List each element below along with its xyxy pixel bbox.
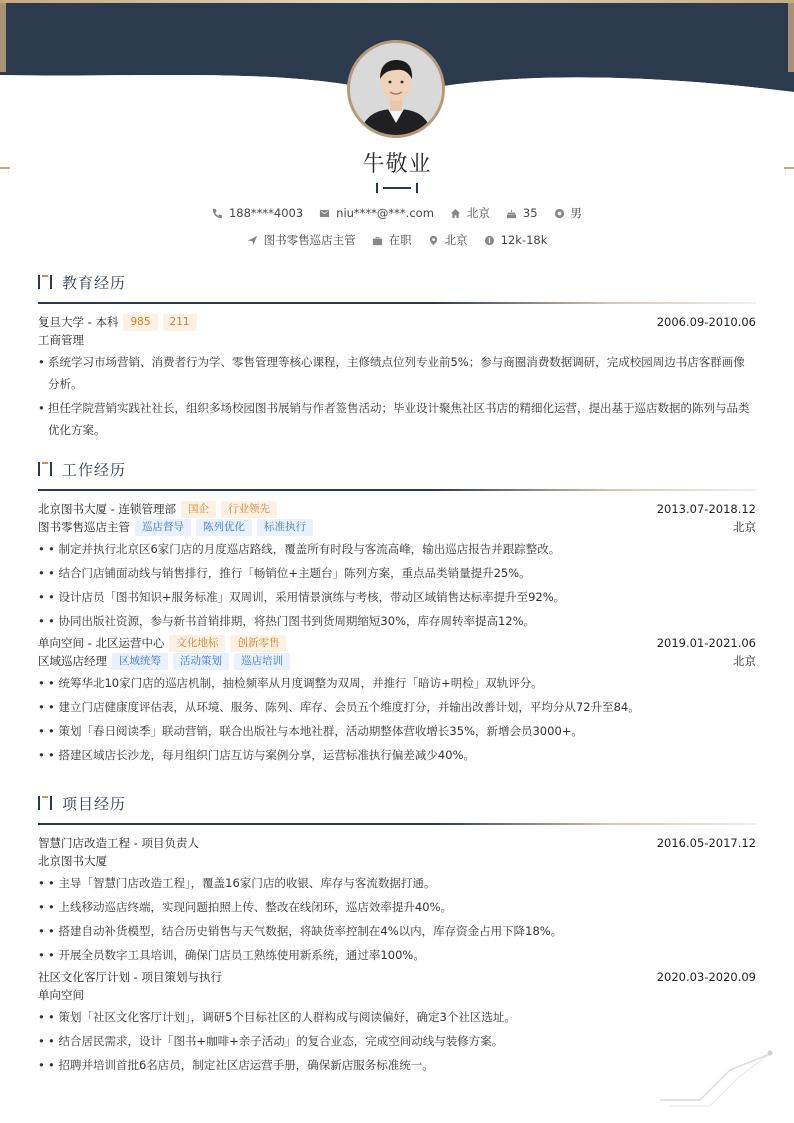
role-tag: 区域统筹 [112,653,168,670]
candidate-name: 牛敬业 [362,152,432,177]
project-bullet: • • 搭建自动补货模型，结合历史销售与天气数据，将缺货率控制在4%以内，库存资金占用下降18%。 [38,920,756,942]
email-text: niu****@***.com [336,206,434,220]
location-pin-icon [428,235,439,246]
school-line: 复旦大学 - 本科 [38,315,119,329]
work-bullet: • • 策划「春日阅读季」联动营销，联合出版社与本地社群，活动期整体营收增长35%，新增会员3000+。 [38,720,756,742]
work-role: 图书零售巡店主管 [38,520,130,534]
project-date: 2016.05-2017.12 [656,836,756,850]
money-icon [484,235,495,246]
role-tag: 活动策划 [173,653,229,670]
job-intent-row [0,232,794,248]
work-entry [38,634,756,766]
name-divider [376,182,418,194]
age-item [506,206,538,220]
project-bullet: • • 主导「智慧门店改造工程」，覆盖16家门店的收银、库存与客流数据打通。 [38,872,756,894]
home-icon [450,208,461,219]
status-text: 在职 [388,233,412,247]
project-org: 单向空间 [38,988,84,1002]
phone-item [212,206,303,220]
work-date: 2019.01-2021.06 [656,636,756,650]
work-bullet: • • 搭建区域店长沙龙，每月组织门店互访与案例分享，运营标准执行偏差减少40%。 [38,744,756,766]
project-entry [38,834,756,966]
projects-title: 项目经历 [62,794,127,813]
work-title: 工作经历 [62,460,127,479]
company-tag: 行业领先 [221,501,277,518]
gender-icon [554,208,565,219]
role-tag: 巡店督导 [135,519,191,536]
education-major-row [38,331,756,349]
edu-tag: 985 [123,314,157,331]
target-city-item [428,232,468,248]
project-date: 2020.03-2020.09 [656,970,756,984]
work-section [38,458,756,768]
work-company-row [38,500,756,518]
project-bullet: • • 招聘并培训首批6名店员，制定社区店运营手册，确保新店服务标准统一。 [38,1054,756,1076]
email-item [319,206,434,220]
target-position-text: 图书零售巡店主管 [263,233,356,247]
project-title: 社区文化客厅计划 - 项目策划与执行 [38,970,222,984]
salary-item [484,233,548,247]
work-city: 北京 [733,520,756,534]
education-major: 工商管理 [38,333,84,347]
company-tag: 国企 [181,501,216,518]
location-item [450,205,490,221]
location-text: 北京 [466,206,490,220]
work-entry [38,500,756,632]
project-bullet: • • 策划「社区文化客厅计划」，调研5个目标社区的人群构成与阅读偏好，确定3个社区选址。 [38,1006,756,1028]
work-bullet: • • 建立门店健康度评估表，从环境、服务、陈列、库存、会员五个维度打分，并输出改善计划，平均分从72升至84。 [38,696,756,718]
work-date: 2013.07-2018.12 [656,502,756,516]
education-header-row [38,313,756,331]
project-org-row [38,852,756,870]
project-bullet: • • 开展全员数字工具培训，确保门店员工熟练使用新系统，通过率100%。 [38,944,756,966]
gender-item [554,205,583,221]
work-company: 北京图书大厦 - 连锁管理部 [38,502,176,516]
avatar [347,40,445,138]
education-section [38,271,756,443]
contact-row [0,205,794,221]
target-position-item [247,232,356,248]
phone-text: 188****4003 [228,206,304,220]
project-title-row [38,834,756,852]
target-city-text: 北京 [444,233,468,247]
project-title: 智慧门店改造工程 - 项目负责人 [38,836,199,850]
phone-icon [212,208,223,219]
corner-decoration [660,1048,780,1108]
projects-section [38,792,756,1078]
project-bullet: • • 上线移动巡店终端，实现问题拍照上传、整改在线闭环，巡店效率提升40%。 [38,896,756,918]
role-tag: 标准执行 [257,519,313,536]
project-bullet: • • 结合居民需求，设计「图书+咖啡+亲子活动」的复合业态，完成空间动线与装修方案。 [38,1030,756,1052]
work-role-row [38,652,756,670]
work-bullet: • • 制定并执行北京区6家门店的月度巡店路线，覆盖所有时段与客流高峰，输出巡店报告并跟踪整改。 [38,538,756,560]
education-bullet: • 担任学院营销实践社社长，组织多场校园图书展销与作者签售活动；毕业设计聚焦社区书店的精细化运营，提出基于巡店数据的陈列与品类优化方案。 [38,397,756,441]
mail-icon [319,208,330,219]
portrait-image [350,43,442,135]
send-icon [247,235,258,246]
work-bullet: • • 结合门店铺面动线与销售排行，推行「畅销位+主题台」陈列方案，重点品类销量提升25%。 [38,562,756,584]
salary-text: 12k-18k [500,233,548,247]
project-org: 北京图书大厦 [38,854,107,868]
section-marker-icon [38,462,52,476]
age-text: 35 [522,206,538,220]
gender-text: 男 [570,206,583,220]
work-city: 北京 [733,654,756,668]
project-title-row [38,968,756,986]
project-org-row [38,986,756,1004]
edu-tag: 211 [163,314,197,331]
section-marker-icon [38,796,52,810]
work-bullet: • • 统筹华北10家门店的巡店机制，抽检频率从月度调整为双周，并推行「暗访+明检」双轨评分。 [38,672,756,694]
work-role-row [38,518,756,536]
work-company: 单向空间 - 北区运营中心 [38,636,165,650]
work-heading [38,458,756,480]
education-heading [38,271,756,293]
briefcase-icon [372,235,383,246]
project-entry [38,968,756,1076]
cake-icon [506,208,517,219]
education-title: 教育经历 [62,273,127,292]
work-role: 区域巡店经理 [38,654,107,668]
education-date: 2006.09-2010.06 [656,315,756,329]
role-tag: 陈列优化 [196,519,252,536]
section-marker-icon [38,275,52,289]
company-tag: 创新零售 [230,635,286,652]
work-bullet: • • 设计店员「图书知识+服务标准」双周训，采用情景演练与考核，带动区域销售达标率提升至92%。 [38,586,756,608]
work-bullet: • • 协同出版社资源，参与新书首销排期，将热门图书到货周期缩短30%，库存周转率提高12%。 [38,610,756,632]
work-company-row [38,634,756,652]
company-tag: 文化地标 [169,635,225,652]
education-bullet: • 系统学习市场营销、消费者行为学、零售管理等核心课程，主修绩点位列专业前5%；参与商圈消费数据调研，完成校园周边书店客群画像分析。 [38,351,756,395]
role-tag: 巡店培训 [234,653,290,670]
status-item [372,232,412,248]
projects-heading [38,792,756,814]
